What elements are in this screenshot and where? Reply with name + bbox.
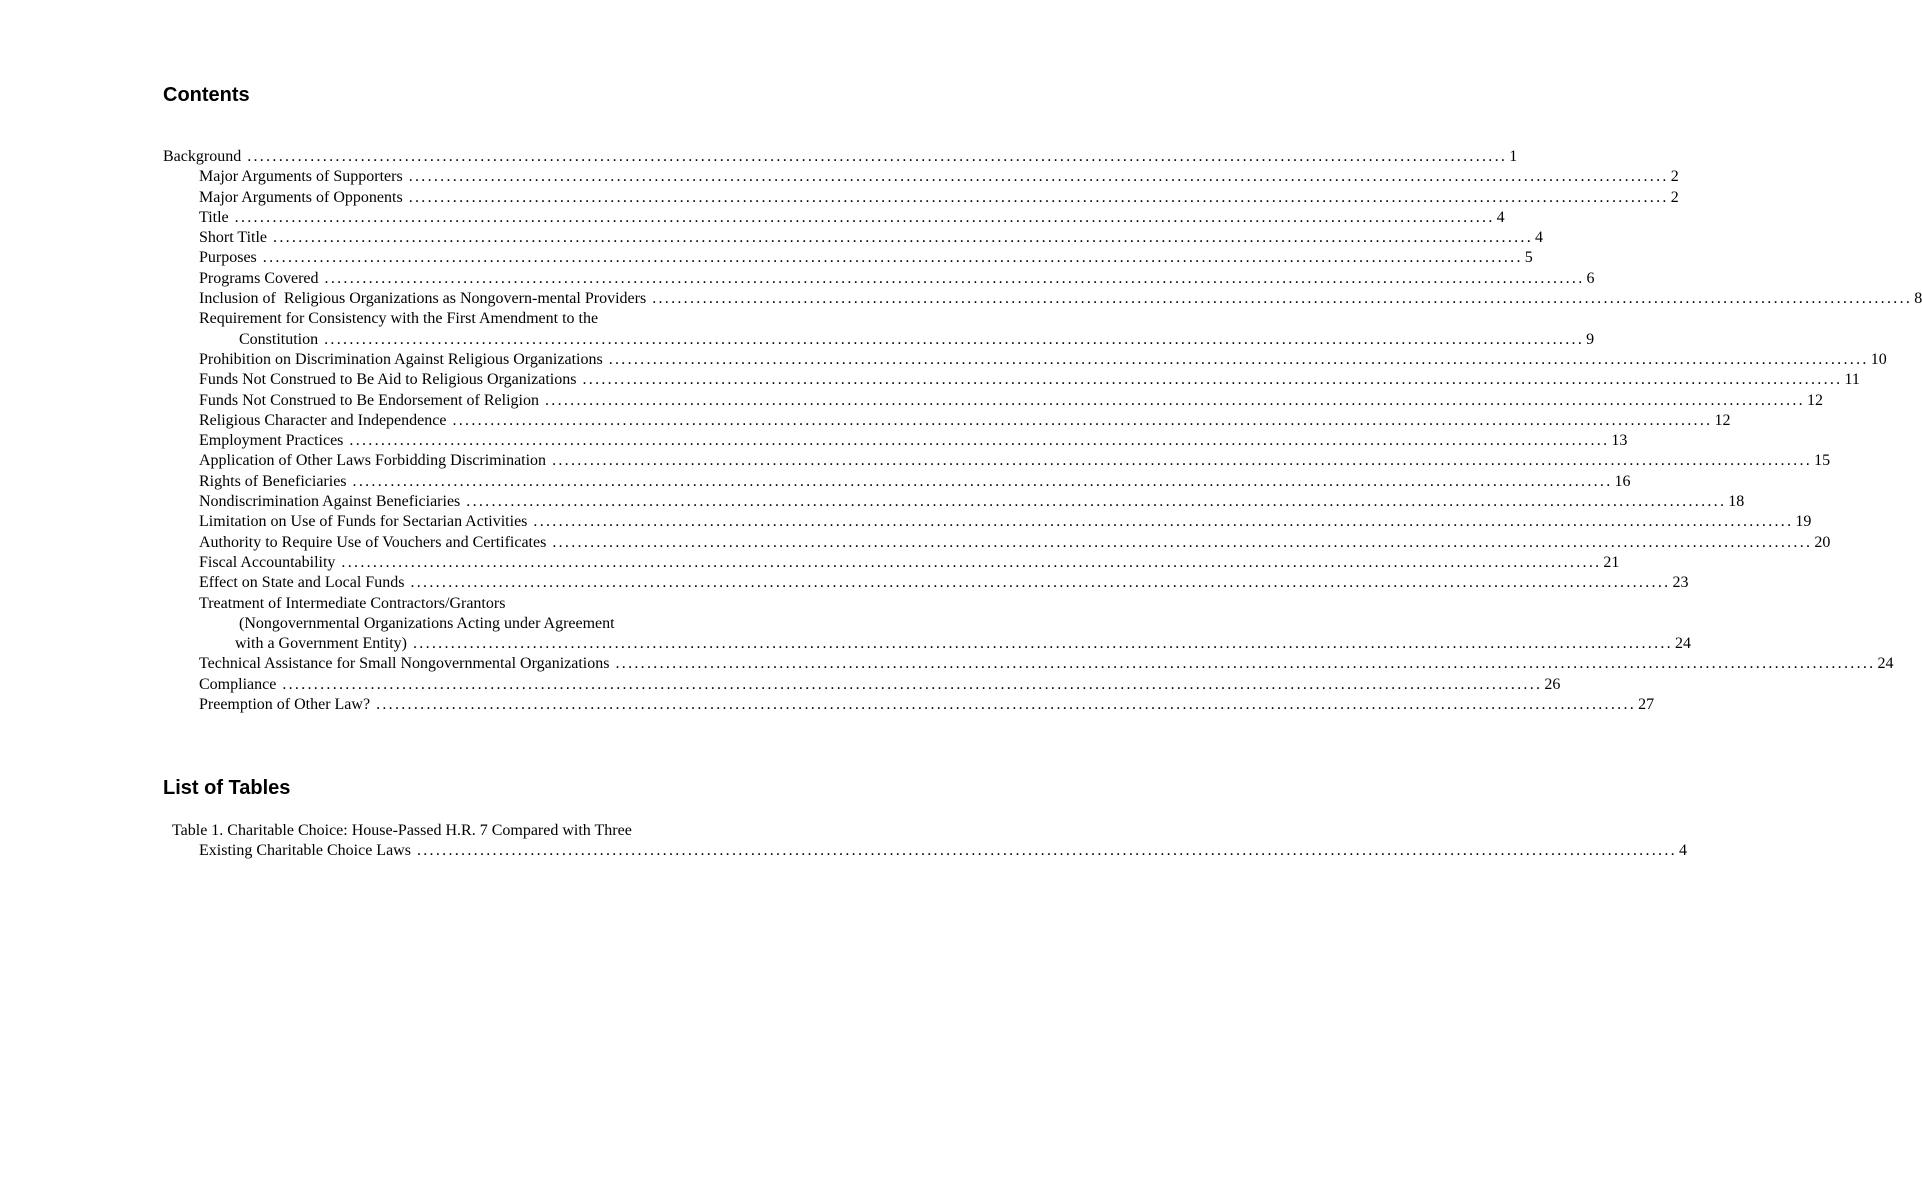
- page-number: 4: [1496, 208, 1505, 226]
- toc-entry[interactable]: [163, 533, 1831, 553]
- dot-leader: ........................................................................................................................................................................................................: [552, 452, 1813, 470]
- dot-leader: ........................................................................................................................................................................................................: [324, 269, 1585, 287]
- page-number: 19: [1795, 513, 1812, 531]
- toc-entry[interactable]: [163, 614, 759, 634]
- toc-entry[interactable]: [163, 512, 1812, 532]
- toc-entry[interactable]: [163, 553, 1620, 573]
- toc-entry[interactable]: [163, 370, 1860, 390]
- dot-leader: ........................................................................................................................................................................................................: [552, 533, 1813, 551]
- page-number: 9: [1586, 330, 1595, 348]
- entry-title: Short Title: [199, 229, 272, 247]
- entry-title: Compliance: [199, 675, 281, 693]
- dot-leader: ........................................................................................................................................................................................................: [533, 513, 1794, 531]
- page-number: 12: [1806, 391, 1823, 409]
- entry-title: Application of Other Laws Forbidding Discrimination: [199, 452, 551, 470]
- page-number: 5: [1524, 249, 1533, 267]
- dot-leader: ........................................................................................................................................................................................................: [273, 229, 1534, 247]
- entry-title: Employment Practices: [199, 432, 348, 450]
- page-number: 13: [1611, 432, 1628, 450]
- dot-leader: ........................................................................................................................................................................................................: [349, 432, 1610, 450]
- toc-entry[interactable]: [163, 695, 1655, 715]
- entry-title: Requirement for Consistency with the First Amendment to the: [199, 310, 599, 328]
- toc-entry[interactable]: [163, 451, 1831, 471]
- toc-entry[interactable]: [163, 492, 1745, 512]
- toc-entry[interactable]: [163, 309, 759, 329]
- toc-entry[interactable]: [163, 675, 1561, 695]
- dot-leader: ........................................................................................................................................................................................................: [652, 290, 1913, 308]
- toc-entry[interactable]: [163, 472, 1631, 492]
- dot-leader: ........................................................................................................................................................................................................: [247, 148, 1508, 165]
- entry-title: Existing Charitable Choice Laws: [199, 842, 415, 860]
- page-number: 23: [1672, 574, 1689, 592]
- page-number: 8: [1914, 290, 1922, 308]
- table-list-entry[interactable]: [163, 841, 1687, 861]
- dot-leader: ........................................................................................................................................................................................................: [452, 411, 1713, 429]
- entry-title: Effect on State and Local Funds: [199, 574, 409, 592]
- entry-title: with a Government Entity): [235, 635, 411, 653]
- page-number: 27: [1638, 696, 1655, 714]
- toc-entry[interactable]: [163, 147, 1518, 167]
- dot-leader: ........................................................................................................................................................................................................: [608, 350, 1869, 368]
- toc-entry[interactable]: [163, 248, 1533, 268]
- table-of-contents: [163, 147, 1922, 715]
- dot-leader: ........................................................................................................................................................................................................: [408, 188, 1669, 206]
- dot-leader: ........................................................................................................................................................................................................: [262, 249, 1523, 267]
- page-number: 11: [1844, 371, 1860, 389]
- page-number: 16: [1614, 472, 1631, 490]
- entry-title: Constitution: [239, 330, 323, 348]
- dot-leader: ........................................................................................................................................................................................................: [234, 208, 1495, 226]
- dot-leader: ........................................................................................................................................................................................................: [466, 493, 1727, 511]
- page-number: 10: [1870, 350, 1887, 368]
- page-number: 12: [1714, 411, 1731, 429]
- toc-entry[interactable]: [163, 188, 1679, 208]
- page-number: 24: [1877, 655, 1894, 673]
- page-number: 2: [1670, 168, 1679, 186]
- dot-leader: ........................................................................................................................................................................................................: [410, 574, 1671, 592]
- entry-title: (Nongovernmental Organizations Acting under Agreement: [239, 614, 615, 632]
- dot-leader: ........................................................................................................................................................................................................: [376, 696, 1637, 714]
- toc-entry[interactable]: [163, 391, 1823, 411]
- dot-leader: ........................................................................................................................................................................................................: [615, 655, 1876, 673]
- page-number: 15: [1814, 452, 1831, 470]
- toc-entry[interactable]: [163, 411, 1731, 431]
- list-of-tables-heading: List of Tables: [163, 777, 291, 799]
- entry-title: Programs Covered: [199, 269, 323, 287]
- page-number: 21: [1603, 553, 1620, 571]
- page-number: 26: [1544, 675, 1561, 693]
- toc-entry[interactable]: [163, 654, 1894, 674]
- entry-title: Funds Not Construed to Be Endorsement of Religion: [199, 391, 543, 409]
- toc-entry[interactable]: [163, 228, 1544, 248]
- entry-title: Inclusion of Religious Organizations as Nongovern-mental Providers: [199, 290, 651, 308]
- dot-leader: ........................................................................................................................................................................................................: [412, 635, 1673, 653]
- dot-leader: ........................................................................................................................................................................................................: [408, 168, 1669, 186]
- page-number: 6: [1586, 269, 1595, 287]
- entry-title: Major Arguments of Supporters: [199, 168, 407, 186]
- toc-entry[interactable]: [163, 167, 1679, 187]
- toc-entry[interactable]: [163, 573, 1689, 593]
- table-list-entry[interactable]: [163, 821, 759, 841]
- toc-entry[interactable]: [163, 269, 1595, 289]
- entry-title: Limitation on Use of Funds for Sectarian Activities: [199, 513, 532, 531]
- toc-entry[interactable]: [163, 289, 1922, 309]
- dot-leader: ........................................................................................................................................................................................................: [544, 391, 1805, 409]
- page-number: 1: [1509, 148, 1518, 165]
- entry-title: Rights of Beneficiaries: [199, 472, 351, 490]
- toc-entry[interactable]: [163, 431, 1628, 451]
- dot-leader: ........................................................................................................................................................................................................: [341, 553, 1602, 571]
- dot-leader: ........................................................................................................................................................................................................: [416, 842, 1677, 860]
- page-number: 4: [1535, 229, 1544, 247]
- entry-title: Technical Assistance for Small Nongovernmental Organizations: [199, 655, 614, 673]
- entry-title: Nondiscrimination Against Beneficiaries: [199, 493, 465, 511]
- entry-title: Authority to Require Use of Vouchers and Certificates: [199, 533, 551, 551]
- toc-entry[interactable]: [163, 208, 1505, 228]
- entry-title: Title: [199, 208, 233, 226]
- entry-title: Major Arguments of Opponents: [199, 188, 407, 206]
- entry-title: Purposes: [199, 249, 261, 267]
- dot-leader: ........................................................................................................................................................................................................: [324, 330, 1585, 348]
- entry-title: Fiscal Accountability: [199, 553, 340, 571]
- dot-leader: ........................................................................................................................................................................................................: [582, 371, 1843, 389]
- entry-title: Background: [163, 148, 246, 165]
- toc-entry[interactable]: [163, 350, 1887, 370]
- toc-entry[interactable]: [163, 634, 1691, 654]
- entry-title: Table 1. Charitable Choice: House-Passed H.R. 7 Compared with Three: [172, 822, 632, 839]
- entry-title: Religious Character and Independence: [199, 411, 451, 429]
- page-number: 2: [1670, 188, 1679, 206]
- page-number: 18: [1728, 493, 1745, 511]
- page-number: 24: [1674, 635, 1691, 653]
- toc-entry[interactable]: [163, 594, 759, 614]
- page-number: 4: [1678, 842, 1687, 860]
- list-of-tables: [163, 821, 1687, 862]
- dot-leader: ........................................................................................................................................................................................................: [282, 675, 1543, 693]
- entry-title: Preemption of Other Law?: [199, 696, 375, 714]
- contents-heading: Contents: [163, 84, 250, 106]
- page-number: 20: [1814, 533, 1831, 551]
- entry-title: Prohibition on Discrimination Against Religious Organizations: [199, 350, 607, 368]
- toc-entry[interactable]: [163, 330, 1595, 350]
- dot-leader: ........................................................................................................................................................................................................: [352, 472, 1613, 490]
- entry-title: Treatment of Intermediate Contractors/Grantors: [199, 594, 506, 612]
- entry-title: Funds Not Construed to Be Aid to Religious Organizations: [199, 371, 581, 389]
